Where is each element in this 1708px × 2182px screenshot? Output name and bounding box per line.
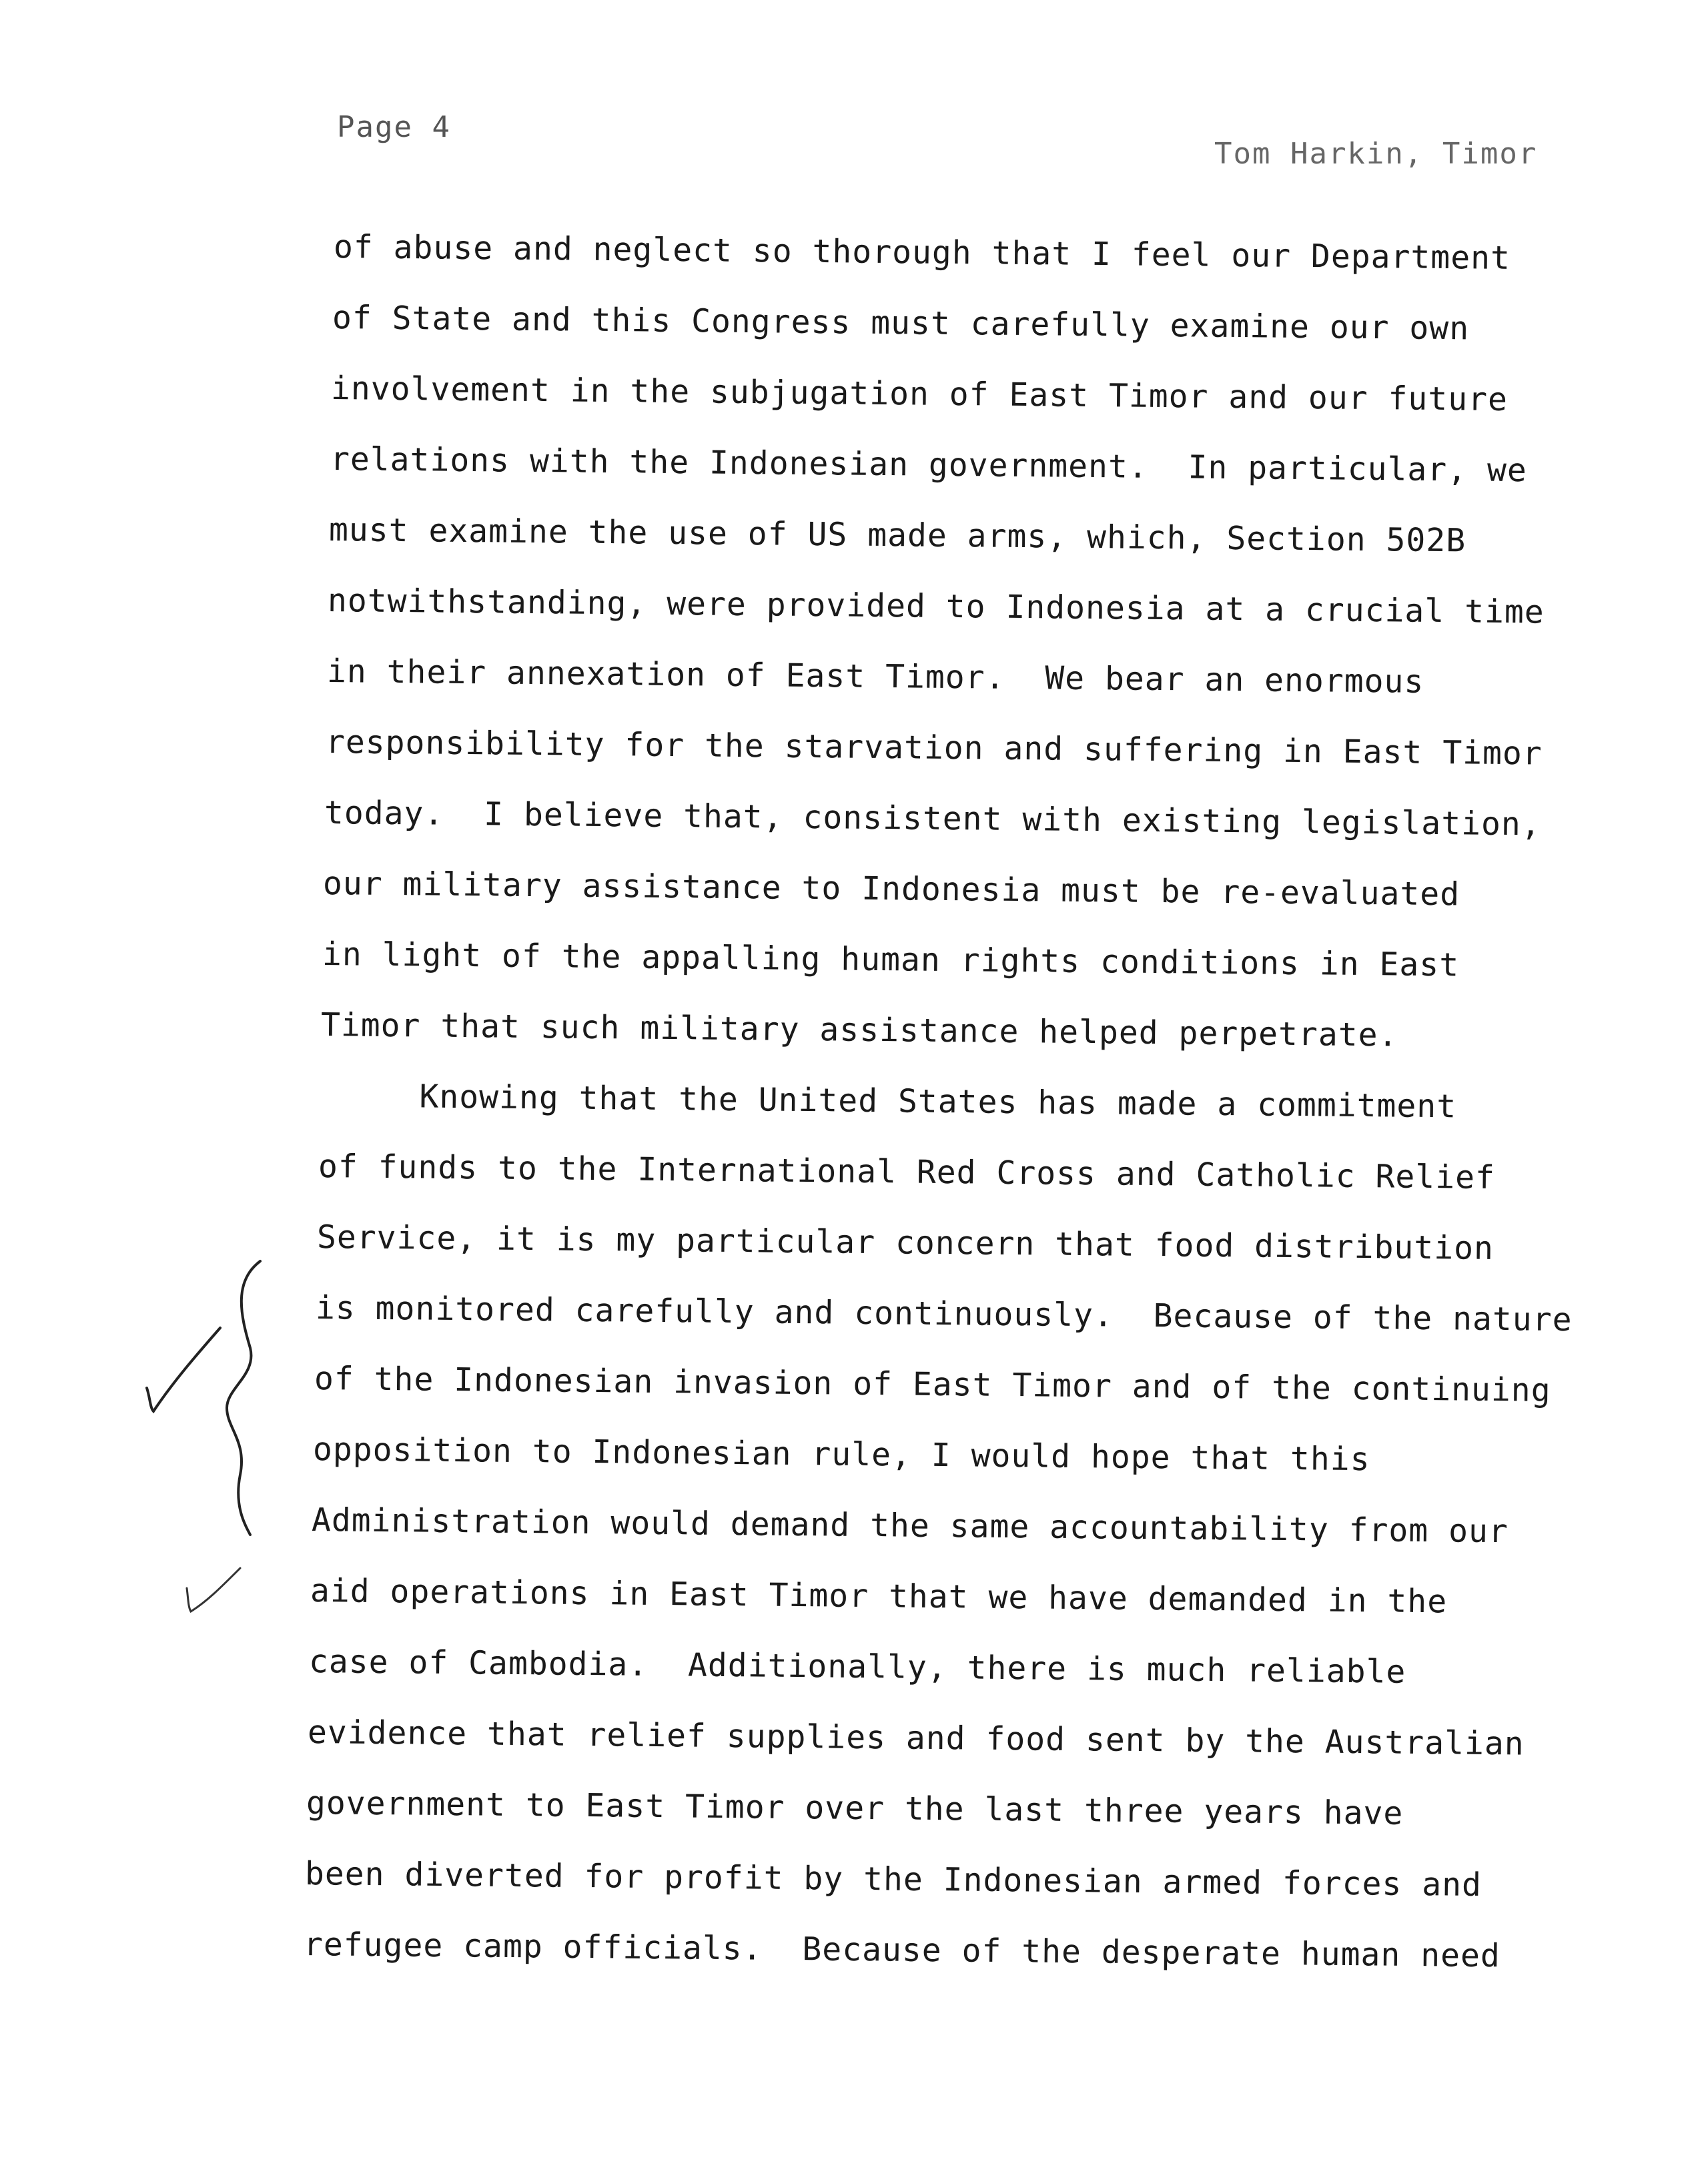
text-line: opposition to Indonesian rule, I would hope that this — [312, 1431, 1370, 1479]
text-line: today. I believe that, consistent with existing legislation, — [324, 794, 1541, 843]
text-line: case of Cambodia. Additionally, there is much reliable — [308, 1643, 1406, 1691]
handwritten-check-small-icon — [187, 1568, 240, 1611]
text-line: of State and this Congress must carefully examine our own — [332, 299, 1470, 348]
text-line: in their annexation of East Timor. We bear an enormous — [326, 653, 1424, 701]
text-line: of funds to the International Red Cross and Catholic Relief — [318, 1148, 1496, 1196]
page-number: Page 4 — [337, 110, 451, 144]
text-line: Knowing that the United States has made a commitment — [319, 1077, 1457, 1126]
text-line: government to East Timor over the last three years have — [306, 1784, 1404, 1832]
text-line: Timor that such military assistance helped perpetrate. — [320, 1006, 1398, 1054]
text-line: of the Indonesian invasion of East Timor and of the continuing — [314, 1360, 1551, 1409]
text-line: Administration would demand the same accountability from our — [311, 1501, 1509, 1551]
text-line: responsibility for the starvation and suffering in East Timor — [325, 723, 1543, 773]
text-line: evidence that relief supplies and food sent by the Australian — [307, 1714, 1525, 1763]
text-line: aid operations in East Timor that we have demanded in the — [310, 1572, 1448, 1621]
text-line: refugee camp officials. Because of the desperate human need — [303, 1926, 1501, 1975]
handwritten-check-icon — [147, 1328, 220, 1411]
text-line: notwithstanding, were provided to Indonesia at a crucial time — [327, 582, 1545, 631]
text-line: in light of the appalling human rights conditions in East — [322, 936, 1460, 984]
text-line: must examine the use of US made arms, which, Section 502B — [328, 511, 1466, 560]
text-line: been diverted for profit by the Indonesian armed forces and — [304, 1855, 1482, 1904]
text-line: our military assistance to Indonesia must be re-evaluated — [322, 865, 1460, 914]
running-title: Tom Harkin, Timor — [1214, 137, 1538, 171]
text-line: involvement in the subjugation of East Timor and our future — [330, 370, 1509, 418]
handwritten-brace-icon — [227, 1261, 260, 1535]
text-line: Service, it is my particular concern that food distribution — [316, 1218, 1494, 1267]
margin-annotation-icon — [133, 1254, 280, 1668]
text-line: relations with the Indonesian government. In particular, we — [330, 440, 1528, 490]
text-line: of abuse and neglect so thorough that I feel our Department — [333, 228, 1511, 277]
text-line: is monitored carefully and continuously. Because of the nature — [315, 1289, 1573, 1339]
